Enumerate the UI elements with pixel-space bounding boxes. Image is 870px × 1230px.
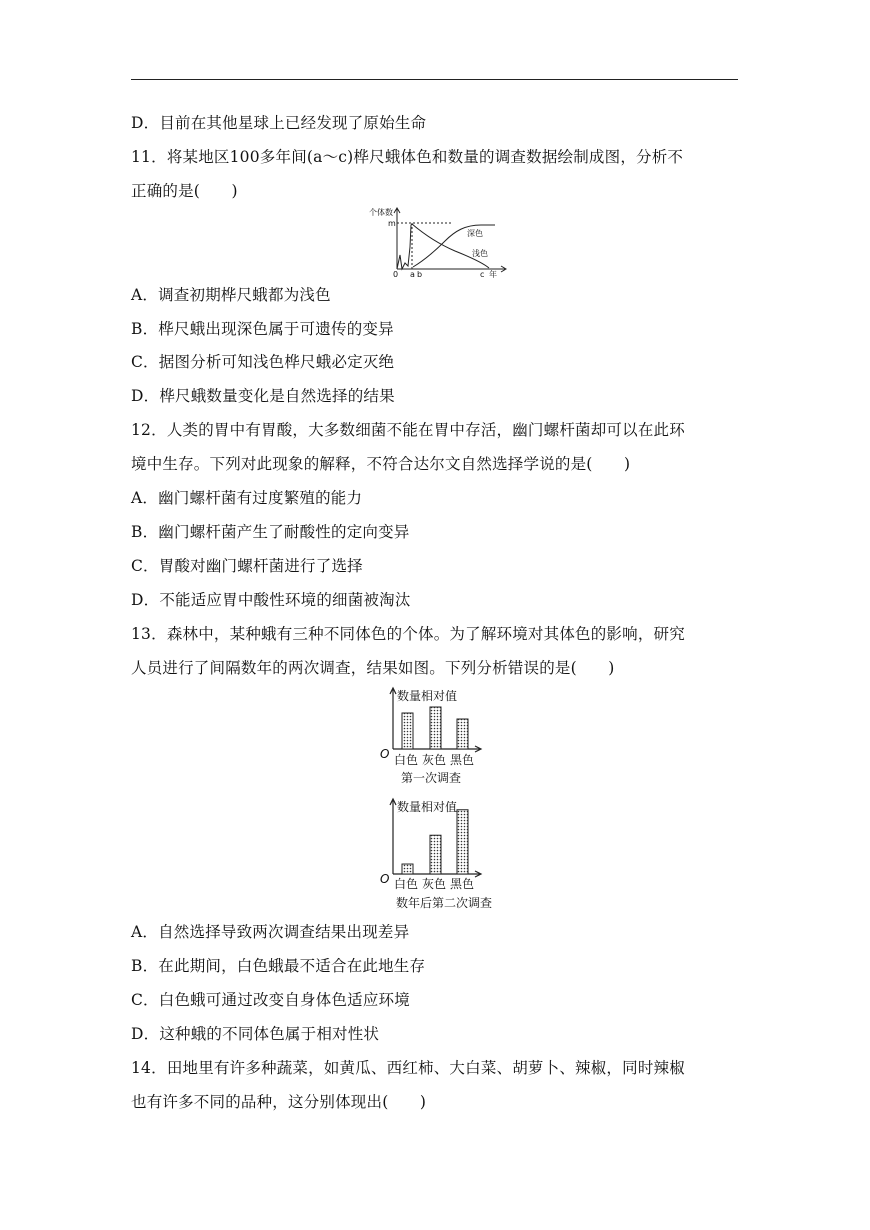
q11-stem-line2: 正确的是( ) bbox=[131, 182, 238, 200]
bar-黑色 bbox=[457, 719, 468, 749]
first-survey-bar-chart bbox=[370, 685, 490, 787]
q11-option-d: D．桦尺蛾数量变化是自然选择的结果 bbox=[131, 387, 395, 405]
q13-option-c: C．白色蛾可通过改变自身体色适应环境 bbox=[131, 991, 410, 1009]
series-label-light: 浅色 bbox=[472, 249, 488, 258]
origin-label: O bbox=[380, 747, 390, 761]
q13-option-a: A．自然选择导致两次调查结果出现差异 bbox=[131, 923, 410, 941]
category-label: 白色 bbox=[394, 877, 419, 891]
origin-label: O bbox=[380, 872, 390, 886]
q12-stem-line2: 境中生存。下列对此现象的解释，不符合达尔文自然选择学说的是( ) bbox=[131, 455, 631, 473]
category-label: 灰色 bbox=[422, 753, 447, 767]
y-axis-label: 数量相对值 bbox=[397, 689, 458, 703]
x-axis-label: 年 bbox=[489, 270, 497, 279]
chart-caption: 数年后第二次调查 bbox=[396, 896, 493, 910]
bar-白色 bbox=[402, 864, 413, 874]
q11-option-c: C．据图分析可知浅色桦尺蛾必定灭绝 bbox=[131, 353, 395, 371]
q13-stem-line2: 人员进行了间隔数年的两次调查，结果如图。下列分析错误的是( ) bbox=[131, 659, 615, 677]
q14-stem-line1: 14．田地里有许多种蔬菜，如黄瓜、西红柿、大白菜、胡萝卜、辣椒，同时辣椒 bbox=[131, 1059, 685, 1077]
bar-灰色 bbox=[430, 707, 441, 749]
q14-stem-line2: 也有许多不同的品种，这分别体现出( ) bbox=[131, 1093, 427, 1111]
bar-黑色 bbox=[457, 810, 468, 874]
q11-stem-line1: 11．将某地区100多年间(a～c)桦尺蛾体色和数量的调查数据绘制成图，分析不 bbox=[131, 148, 684, 166]
q12-option-b: B．幽门螺杆菌产生了耐酸性的定向变异 bbox=[131, 523, 410, 541]
bar-白色 bbox=[402, 713, 413, 749]
chart-caption: 第一次调查 bbox=[401, 771, 462, 785]
q12-option-d: D．不能适应胃中酸性环境的细菌被淘汰 bbox=[131, 591, 411, 609]
q11-option-b: B．桦尺蛾出现深色属于可遗传的变异 bbox=[131, 320, 394, 338]
category-label: 灰色 bbox=[422, 877, 447, 891]
series-label-dark: 深色 bbox=[467, 229, 483, 238]
y-axis-label: 数量相对值 bbox=[397, 800, 458, 814]
q12-stem-line1: 12．人类的胃中有胃酸，大多数细菌不能在胃中存活，幽门螺杆菌却可以在此环 bbox=[131, 421, 685, 439]
q13-option-b: B．在此期间，白色蛾最不适合在此地生存 bbox=[131, 957, 426, 975]
q12-option-a: A．幽门螺杆菌有过度繁殖的能力 bbox=[131, 489, 363, 507]
bar-灰色 bbox=[430, 835, 441, 874]
x-tick-label: a bbox=[410, 270, 415, 279]
y-axis-label: 个体数 bbox=[369, 208, 393, 217]
moth-line-chart bbox=[355, 203, 515, 281]
y-tick-label: m bbox=[388, 219, 396, 228]
q12-option-c: C．胃酸对幽门螺杆菌进行了选择 bbox=[131, 557, 363, 575]
q10-option-d: D．目前在其他星球上已经发现了原始生命 bbox=[131, 114, 427, 132]
q13-stem-line1: 13．森林中，某种蛾有三种不同体色的个体。为了解环境对其体色的影响，研究 bbox=[131, 625, 685, 643]
x-tick-label: c bbox=[480, 270, 485, 279]
category-label: 黑色 bbox=[450, 753, 475, 767]
q13-option-d: D．这种蛾的不同体色属于相对性状 bbox=[131, 1025, 380, 1043]
second-survey-bar-chart bbox=[370, 795, 500, 913]
category-label: 白色 bbox=[394, 753, 419, 767]
q11-option-a: A．调查初期桦尺蛾都为浅色 bbox=[131, 286, 331, 304]
header-rule bbox=[131, 79, 738, 80]
origin-label: 0 bbox=[393, 270, 399, 279]
category-label: 黑色 bbox=[450, 877, 475, 891]
x-tick-label: b bbox=[417, 270, 423, 279]
